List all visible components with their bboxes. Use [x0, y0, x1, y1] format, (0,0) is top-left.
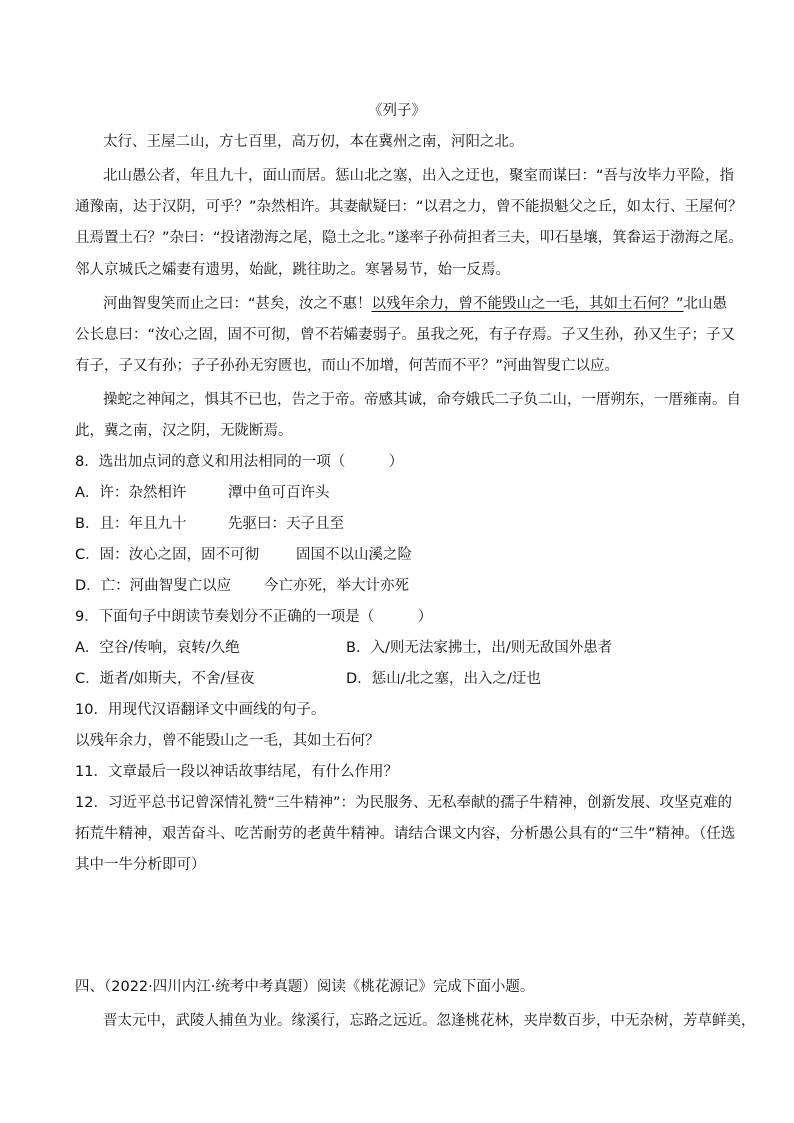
passage-line: 太行、王屋二山，方七百里，高万仞，本在冀州之南，河阳之北。: [103, 134, 524, 150]
option-d-compare: 今亡亦死，举大计亦死: [264, 578, 409, 594]
translate-sentence: 以残年余力，曾不能毁山之一毛，其如土石何？: [75, 733, 380, 749]
option-c-compare: 固国不以山溪之险: [296, 547, 412, 563]
option-b: B．入/则无法家拂士，出/则无敌国外患者: [346, 640, 613, 656]
option-c: C．逝者/如斯夫，不舍/昼夜: [75, 671, 255, 687]
option-c-label: C．固：汝心之固，固不可彻: [75, 547, 260, 563]
passage-line: 邻人京城氏之孀妻有遗男，始龀，跳往助之。寒暑易节，始一反焉。: [75, 262, 510, 278]
question-stem: 12．习近平总书记曾深情礼赞“三牛精神”：为民服务、无私奉献的孺子牛精神，创新发展、攻坚克难的: [75, 795, 732, 811]
passage-line: 有子，子又有孙；子子孙孙无穷匮也，而山不加增，何苦而不平？”河曲智叟亡以应。: [75, 358, 620, 374]
passage-line: 北山愚公者，年且九十，面山而居。惩山北之塞，出入之迂也，聚室而谋曰：“吾与汝毕力平险，指: [103, 168, 735, 184]
source-title: 《列子》: [368, 103, 426, 119]
passage-line: [103, 294, 727, 314]
passage-text: 北山愚: [683, 296, 728, 312]
passage-line: 通豫南，达于汉阴，可乎？”杂然相许。其妻献疑曰：“以君之力，曾不能损魁父之丘，如太行、王屋何？: [75, 199, 743, 215]
question-stem: 其中一牛分析即可）: [75, 857, 206, 873]
passage-line: 操蛇之神闻之，惧其不已也，告之于帝。帝感其诚，命夸娥氏二子负二山，一厝朔东，一厝雍南。自: [103, 392, 741, 408]
option-d-label: D．亡：河曲智叟亡以应: [75, 578, 232, 594]
question-stem: 9．下面句子中朗读节奏划分不正确的一项是（ ）: [75, 609, 433, 625]
question-stem: 10．用现代汉语翻译文中画线的句子。: [75, 702, 326, 718]
question-stem: 11．文章最后一段以神话故事结尾，有什么作用？: [75, 764, 398, 780]
option-a-compare: 潭中鱼可百许头: [228, 485, 330, 501]
section-heading: 四、（2022·四川内江·统考中考真题）阅读《桃花源记》完成下面小题。: [75, 979, 535, 995]
passage-line: 且焉置土石？”杂曰：“投诸渤海之尾，隐土之北。”遂率子孙荷担者三夫，叩石垦壤，箕畚运于渤海之尾。: [75, 230, 743, 246]
passage-line: 公长息曰：“汝心之固，固不可彻，曾不若孀妻弱子。虽我之死，有子存焉。子又生孙，孙又生子；子又: [75, 327, 736, 343]
underlined-sentence: 以残年余力，曾不能毁山之一毛，其如土石何？”: [371, 296, 684, 312]
option-d: D．惩山/北之塞，出入之/迂也: [346, 671, 541, 687]
passage-line: 此，冀之南，汉之阴，无陇断焉。: [75, 423, 293, 439]
option-b-label: B．且：年且九十: [75, 516, 187, 532]
passage-line: 晋太元中，武陵人捕鱼为业。缘溪行，忘路之远近。忽逢桃花林，夹岸数百步，中无杂树，芳草鲜美，: [103, 1013, 756, 1029]
question-stem: 拓荒牛精神，艰苦奋斗、吃苦耐劳的老黄牛精神。请结合课文内容，分析愚公具有的“三牛”精神。（任选: [75, 826, 736, 842]
question-stem: 8．选出加点词的意义和用法相同的一项（ ）: [75, 454, 404, 470]
option-a-label: A．许：杂然相许: [75, 485, 187, 501]
option-b-compare: 先驱曰：天子且至: [228, 516, 344, 532]
option-a: A．空谷/传响，哀转/久绝: [75, 640, 240, 656]
passage-text: 河曲智叟笑而止之曰：“甚矣，汝之不惠！: [103, 296, 372, 312]
